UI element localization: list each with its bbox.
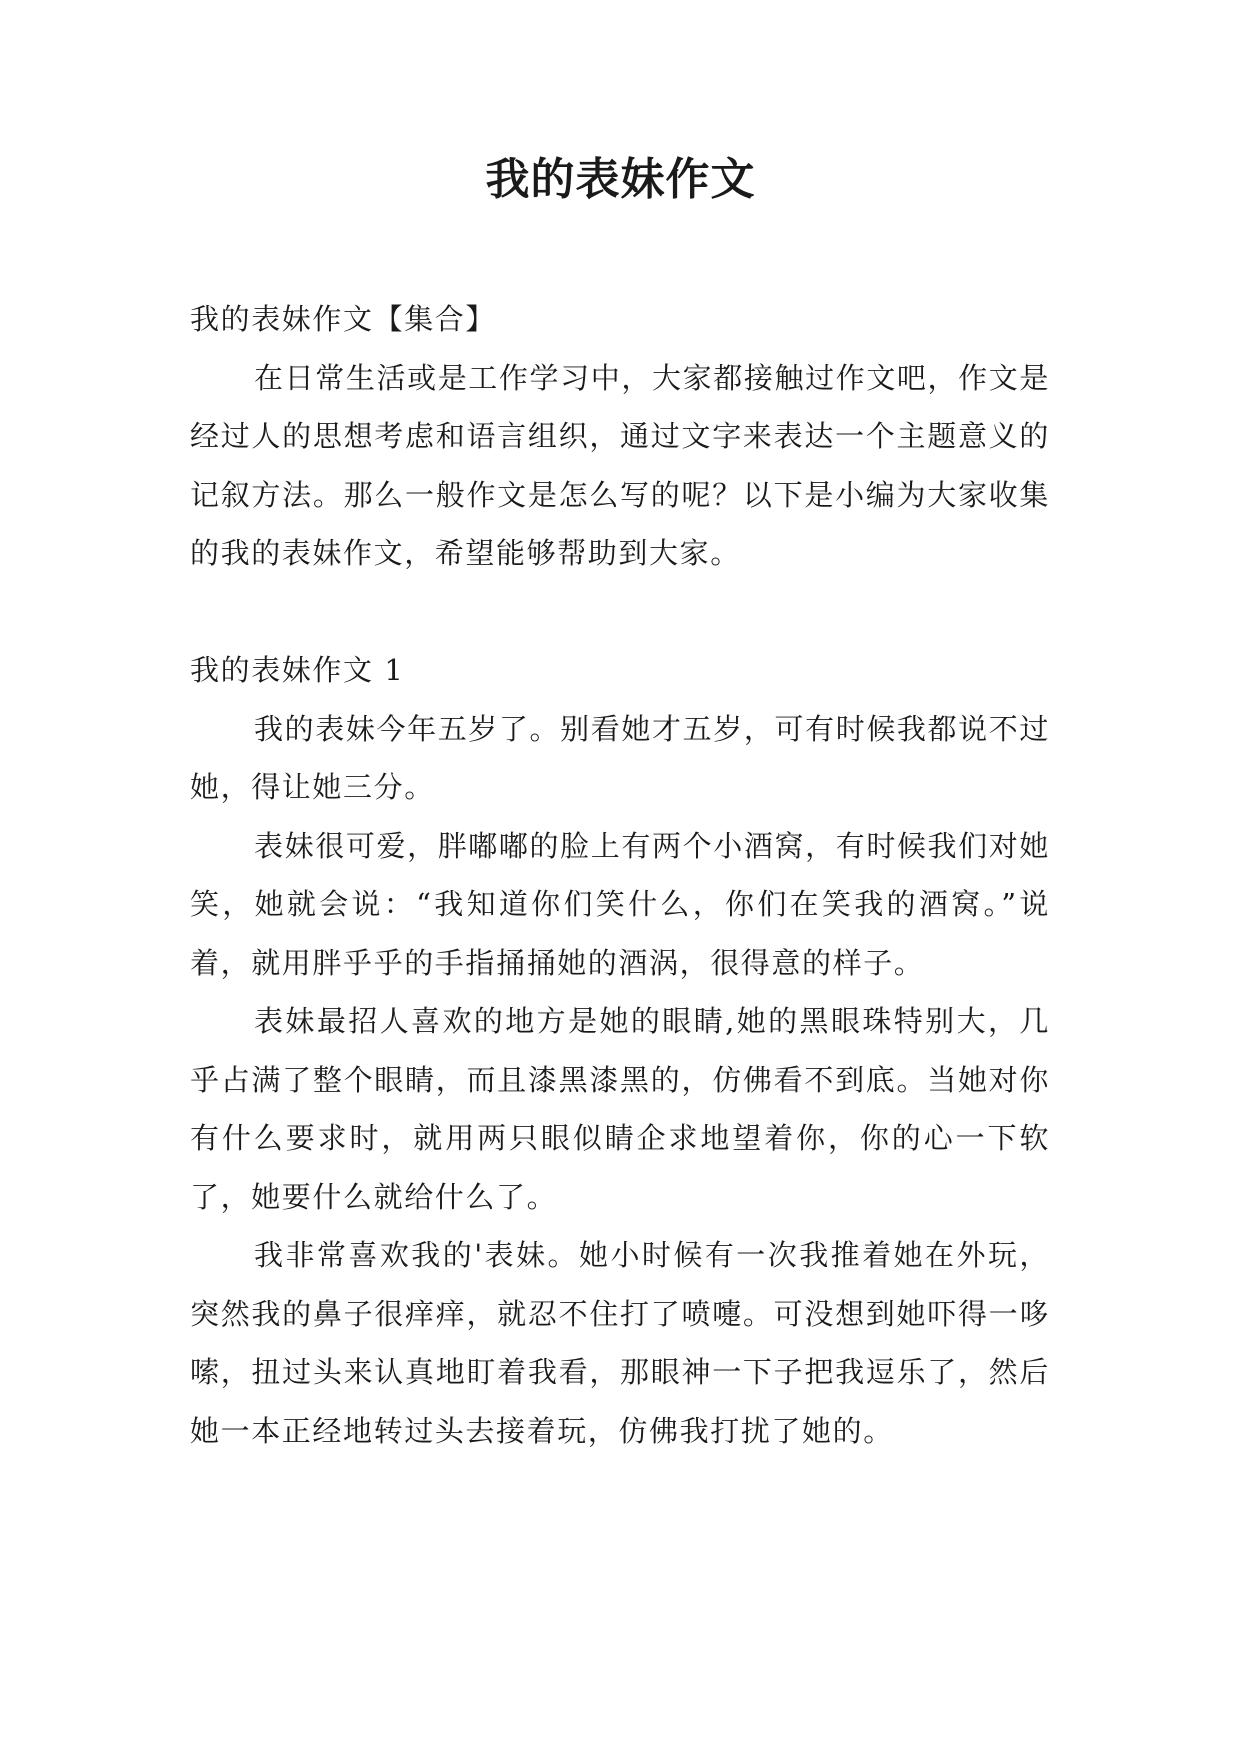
- body-paragraph: 表妹最招人喜欢的地方是她的眼睛,她的黑眼珠特别大，几乎占满了整个眼睛，而且漆黑漆黑的，仿佛看不到底。当她对你有什么要求时，就用两只眼似睛企求地望着你，你的心一下软了，她要什么就给什么了。: [190, 1004, 1050, 1214]
- document-subtitle: 我的表妹作文【集合】: [190, 302, 497, 336]
- intro-paragraph: 在日常生活或是工作学习中，大家都接触过作文吧，作文是经过人的思想考虑和语言组织，通过文字来表达一个主题意义的记叙方法。那么一般作文是怎么写的呢？以下是小编为大家收集的我的表妹作文，希望能够帮助到大家。: [190, 360, 1050, 570]
- section-heading: 我的表妹作文 1: [190, 653, 405, 687]
- document-title: 我的表妹作文: [485, 154, 756, 205]
- body-paragraph: 我的表妹今年五岁了。别看她才五岁，可有时候我都说不过她，得让她三分。: [190, 711, 1050, 804]
- document-body: [190, 290, 1050, 1460]
- section-spacer: [190, 583, 1050, 642]
- body-paragraph: 表妹很可爱，胖嘟嘟的脸上有两个小酒窝，有时候我们对她笑，她就会说：“我知道你们笑什么，你们在笑我的酒窝。”说着，就用胖乎乎的手指捅捅她的酒涡，很得意的样子。: [190, 828, 1050, 980]
- body-paragraph: 我非常喜欢我的'表妹。她小时候有一次我推着她在外玩，突然我的鼻子很痒痒，就忍不住打了喷嚏。可没想到她吓得一哆嗦，扭过头来认真地盯着我看，那眼神一下子把我逗乐了，然后她一本正经地转过头去接着玩，仿佛我打扰了她的。: [190, 1238, 1050, 1448]
